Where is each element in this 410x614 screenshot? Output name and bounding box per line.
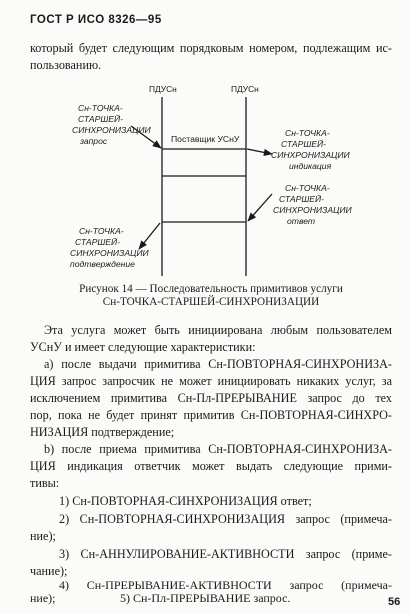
svg-text:СИНХРОНИЗАЦИИ: СИНХРОНИЗАЦИИ: [72, 125, 151, 135]
svg-text:СТАРШЕЙ-: СТАРШЕЙ-: [75, 237, 120, 247]
svg-text:запрос: запрос: [80, 136, 108, 146]
svg-text:Сн-ТОЧКА-: Сн-ТОЧКА-: [285, 183, 330, 193]
list-item-2-cont: ние);: [30, 529, 56, 543]
list-item-4-cont: ние);: [30, 591, 56, 605]
svg-text:индикация: индикация: [289, 161, 332, 171]
item-a-2: ЦИЯ запрос запросчик не может инициировать никаких услуг, за: [30, 374, 392, 388]
lane-label-right: ПДУСн: [231, 84, 259, 94]
svg-text:СИНХРОНИЗАЦИИ: СИНХРОНИЗАЦИИ: [70, 248, 149, 258]
item-a-5: НИЗАЦИЯ подтверждение;: [30, 425, 175, 439]
list-item-1: 1) Сн-ПОВТОРНАЯ-СИНХРОНИЗАЦИЯ ответ;: [59, 494, 312, 508]
intro-line-1: который будет следующим порядковым номером, подлежащим ис-: [30, 41, 392, 55]
svg-text:ответ: ответ: [287, 216, 316, 226]
label-indication: [271, 128, 350, 171]
item-b-3: тивы:: [30, 476, 60, 490]
list-item-4: 4) Сн-ПРЕРЫВАНИЕ-АКТИВНОСТИ запрос (примеча-: [59, 578, 392, 592]
para-intro-1: Эта услуга может быть инициирована любым пользователем: [44, 323, 392, 337]
intro-line-2: пользованию.: [30, 58, 102, 72]
figure-caption-2: Сн-ТОЧКА-СТАРШЕЙ-СИНХРОНИЗАЦИИ: [102, 296, 320, 308]
svg-text:Сн-ТОЧКА-: Сн-ТОЧКА-: [285, 128, 330, 138]
svg-text:СТАРШЕЙ-: СТАРШЕЙ-: [281, 139, 326, 149]
arrow-indication: [247, 149, 272, 154]
svg-text:Сн-ТОЧКА-: Сн-ТОЧКА-: [78, 103, 123, 113]
item-b-1: b) после приема примитива Сн-ПОВТОРНАЯ-СИНХРОНИЗА-: [44, 442, 392, 456]
item-a-3: исключением примитива Сн-Пл-ПРЕРЫВАНИЕ запрос до тех: [30, 391, 392, 405]
arrow-confirm: [139, 223, 160, 249]
list-item-3: 3) Сн-АННУЛИРОВАНИЕ-АКТИВНОСТИ запрос (приме-: [59, 547, 392, 561]
svg-text:Сн-ТОЧКА-: Сн-ТОЧКА-: [79, 226, 124, 236]
figure-caption-1: Рисунок 14 — Последовательность примитивов услуги: [79, 283, 343, 295]
item-a-4: пор, пока не будет принят примитив Сн-ПОВТОРНАЯ-СИНХРО-: [30, 408, 392, 422]
list-item-3-cont: чание);: [30, 564, 68, 578]
svg-text:подтверждение: подтверждение: [70, 259, 135, 269]
lane-label-left: ПДУСн: [149, 84, 177, 94]
page-number: 56: [388, 596, 401, 608]
label-request: [72, 103, 151, 146]
item-a-1: а) после выдачи примитива Сн-ПОВТОРНАЯ-СИНХРОНИЗА-: [44, 357, 392, 371]
document-header: ГОСТ Р ИСО 8326—95: [30, 14, 162, 26]
para-intro-2: УСнУ и имеет следующие характеристики:: [30, 340, 256, 354]
arrow-response: [248, 194, 272, 221]
item-b-2: ЦИЯ индикация ответчик может выдать следующие прими-: [30, 459, 392, 473]
svg-text:СИНХРОНИЗАЦИИ: СИНХРОНИЗАЦИИ: [273, 205, 352, 215]
svg-text:СТАРШЕЙ-: СТАРШЕЙ-: [78, 114, 123, 124]
list-item-5: 5) Сн-Пл-ПРЕРЫВАНИЕ запрос.: [120, 591, 291, 605]
label-response: [273, 183, 352, 226]
svg-text:СТАРШЕЙ-: СТАРШЕЙ-: [279, 194, 324, 204]
list-item-2: 2) Сн-ПОВТОРНАЯ-СИНХРОНИЗАЦИЯ запрос (примеча-: [59, 512, 392, 526]
provider-label: Поставщик УСнУ: [171, 134, 240, 144]
svg-text:СИНХРОНИЗАЦИИ: СИНХРОНИЗАЦИИ: [271, 150, 350, 160]
label-confirm: [70, 226, 149, 269]
